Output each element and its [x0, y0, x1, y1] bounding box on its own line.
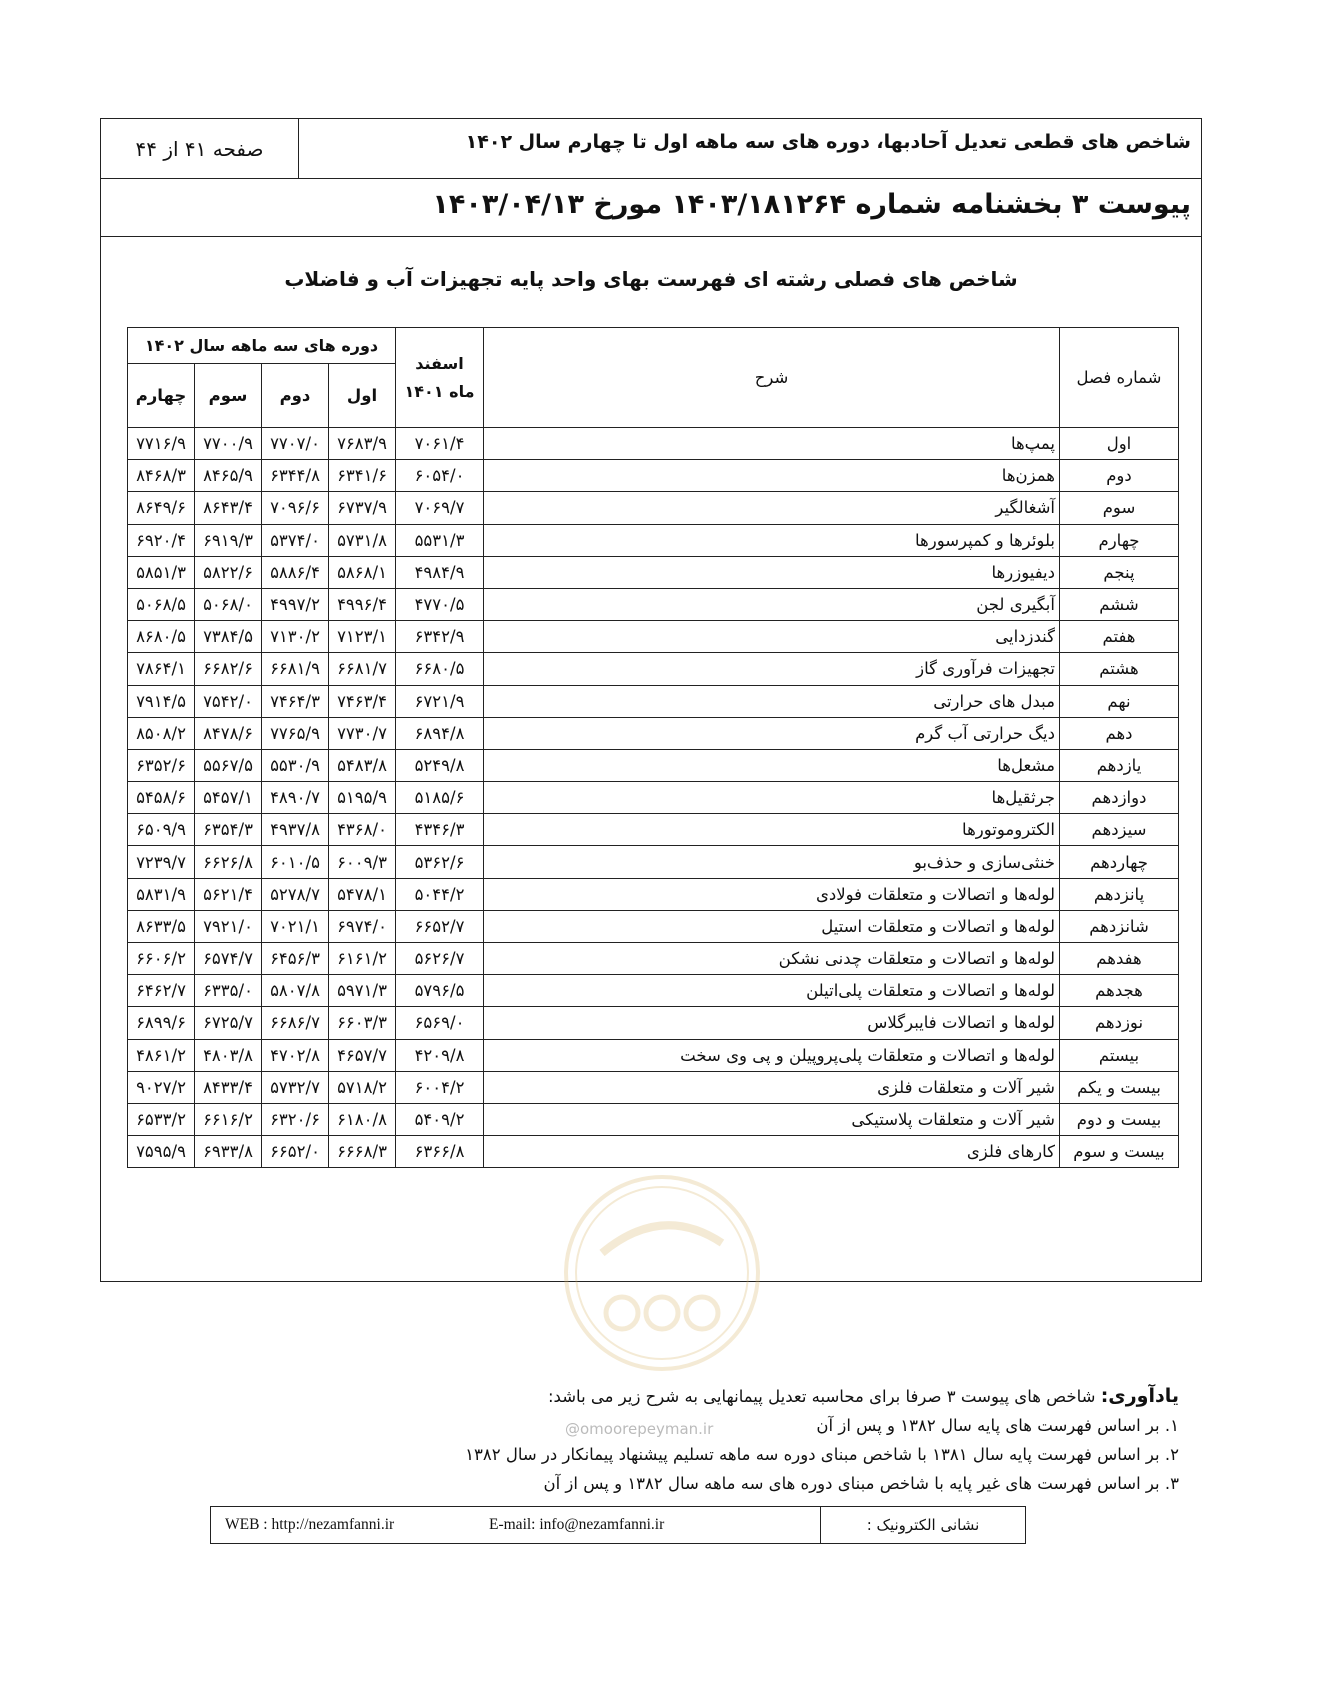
table-row	[128, 524, 1179, 556]
q4-value-cell: ۷۹۱۴/۵	[128, 685, 195, 717]
footer-label: نشانی الکترونیک :	[820, 1507, 1025, 1543]
table-row	[128, 1071, 1179, 1103]
q4-value-cell: ۶۳۵۲/۶	[128, 749, 195, 781]
description-cell: همزن‌ها	[484, 460, 1060, 492]
table-row	[128, 428, 1179, 460]
q3-value-cell: ۸۶۴۳/۴	[195, 492, 262, 524]
q3-value-cell: ۶۶۱۶/۲	[195, 1103, 262, 1135]
q1-value-cell: ۶۳۴۱/۶	[329, 460, 396, 492]
q1-value-cell: ۴۶۵۷/۷	[329, 1039, 396, 1071]
q4-value-cell: ۷۷۱۶/۹	[128, 428, 195, 460]
note-item-2: ۲. بر اساس فهرست پایه سال ۱۳۸۱ با شاخص مبنای دوره سه ماهه تسلیم پیشنهاد پیمانکار در سال ۱۳۸۲	[465, 1445, 1179, 1464]
q1-value-cell: ۶۶۰۳/۳	[329, 1007, 396, 1039]
watermark-site: @omoorepeyman.ir	[565, 1420, 714, 1438]
q2-value-cell: ۴۹۹۷/۲	[262, 588, 329, 620]
table-row	[128, 814, 1179, 846]
page-number: صفحه ۴۱ از ۴۴	[101, 119, 299, 178]
circular-subtitle: پیوست ۳ بخشنامه شماره ۱۴۰۳/۱۸۱۲۶۴ مورخ ۱۴۰۳/۰۴/۱۳	[432, 189, 1191, 220]
q4-value-cell: ۹۰۲۷/۲	[128, 1071, 195, 1103]
q3-value-cell: ۶۹۳۳/۸	[195, 1136, 262, 1168]
q4-value-cell: ۵۴۵۸/۶	[128, 782, 195, 814]
q1-value-cell: ۴۳۶۸/۰	[329, 814, 396, 846]
description-cell: مبدل های حرارتی	[484, 685, 1060, 717]
chapter-cell: نهم	[1060, 685, 1179, 717]
q3-value-cell: ۸۴۶۵/۹	[195, 460, 262, 492]
q1-value-cell: ۵۷۱۸/۲	[329, 1071, 396, 1103]
notes	[465, 1382, 1179, 1498]
q2-value-cell: ۴۷۰۲/۸	[262, 1039, 329, 1071]
description-cell: الکتروموتورها	[484, 814, 1060, 846]
q4-value-cell: ۵۰۶۸/۵	[128, 588, 195, 620]
q2-value-cell: ۵۷۳۲/۷	[262, 1071, 329, 1103]
q2-value-cell: ۵۸۰۷/۸	[262, 975, 329, 1007]
q4-value-cell: ۶۶۰۶/۲	[128, 943, 195, 975]
description-cell: گندزدایی	[484, 621, 1060, 653]
q1-value-cell: ۵۷۳۱/۸	[329, 524, 396, 556]
header-q3: سوم	[195, 364, 262, 428]
base-value-cell: ۴۲۰۹/۸	[396, 1039, 484, 1071]
page-frame	[100, 118, 1202, 1282]
base-value-cell: ۶۶۸۰/۵	[396, 653, 484, 685]
header-desc: شرح	[484, 328, 1060, 428]
q2-value-cell: ۵۸۸۶/۴	[262, 556, 329, 588]
chapter-cell: یازدهم	[1060, 749, 1179, 781]
q4-value-cell: ۶۸۹۹/۶	[128, 1007, 195, 1039]
description-cell: دیگ حرارتی آب گرم	[484, 717, 1060, 749]
q2-value-cell: ۶۴۵۶/۳	[262, 943, 329, 975]
base-value-cell: ۴۷۷۰/۵	[396, 588, 484, 620]
chapter-cell: ششم	[1060, 588, 1179, 620]
header-chapter: شماره فصل	[1060, 328, 1179, 428]
q4-value-cell: ۵۸۵۱/۳	[128, 556, 195, 588]
chapter-cell: دوم	[1060, 460, 1179, 492]
description-cell: لوله‌ها و اتصالات و متعلقات پلی‌اتیلن	[484, 975, 1060, 1007]
q1-value-cell: ۵۱۹۵/۹	[329, 782, 396, 814]
q1-value-cell: ۶۹۷۴/۰	[329, 910, 396, 942]
base-value-cell: ۴۹۸۴/۹	[396, 556, 484, 588]
description-cell: خنثی‌سازی و حذف‌بو	[484, 846, 1060, 878]
q3-value-cell: ۸۴۳۳/۴	[195, 1071, 262, 1103]
description-cell: جرثقیل‌ها	[484, 782, 1060, 814]
chapter-cell: هفتم	[1060, 621, 1179, 653]
q3-value-cell: ۵۰۶۸/۰	[195, 588, 262, 620]
table-row	[128, 846, 1179, 878]
q1-value-cell: ۶۷۳۷/۹	[329, 492, 396, 524]
q1-value-cell: ۶۱۸۰/۸	[329, 1103, 396, 1135]
q2-value-cell: ۷۱۳۰/۲	[262, 621, 329, 653]
q2-value-cell: ۷۴۶۴/۳	[262, 685, 329, 717]
table-row	[128, 685, 1179, 717]
base-value-cell: ۶۶۵۲/۷	[396, 910, 484, 942]
q2-value-cell: ۶۳۲۰/۶	[262, 1103, 329, 1135]
q1-value-cell: ۵۹۷۱/۳	[329, 975, 396, 1007]
description-cell: لوله‌ها و اتصالات و متعلقات چدنی نشکن	[484, 943, 1060, 975]
q1-value-cell: ۷۴۶۳/۴	[329, 685, 396, 717]
table-row	[128, 749, 1179, 781]
q1-value-cell: ۶۶۸۱/۷	[329, 653, 396, 685]
table-row	[128, 910, 1179, 942]
base-value-cell: ۷۰۶۹/۷	[396, 492, 484, 524]
q4-value-cell: ۷۸۶۴/۱	[128, 653, 195, 685]
subtitle-row	[101, 179, 1201, 237]
notes-lead: یادآوری:	[1100, 1385, 1179, 1407]
q3-value-cell: ۴۸۰۳/۸	[195, 1039, 262, 1071]
base-value-cell: ۵۱۸۵/۶	[396, 782, 484, 814]
chapter-cell: هفدهم	[1060, 943, 1179, 975]
q3-value-cell: ۶۶۲۶/۸	[195, 846, 262, 878]
description-cell: شیر آلات و متعلقات فلزی	[484, 1071, 1060, 1103]
q4-value-cell: ۷۲۳۹/۷	[128, 846, 195, 878]
q2-value-cell: ۶۶۸۶/۷	[262, 1007, 329, 1039]
notes-intro: شاخص های پیوست ۳ صرفا برای محاسبه تعدیل پیمانهایی به شرح زیر می باشد:	[548, 1387, 1096, 1406]
description-cell: لوله‌ها و اتصالات و متعلقات پلی‌پروپیلن و پی وی سخت	[484, 1039, 1060, 1071]
chapter-cell: بیستم	[1060, 1039, 1179, 1071]
q3-value-cell: ۵۶۲۱/۴	[195, 878, 262, 910]
table-row	[128, 717, 1179, 749]
base-value-cell: ۶۰۵۴/۰	[396, 460, 484, 492]
q1-value-cell: ۷۷۳۰/۷	[329, 717, 396, 749]
base-value-cell: ۶۳۴۲/۹	[396, 621, 484, 653]
footer-box	[210, 1506, 1026, 1544]
base-value-cell: ۵۷۹۶/۵	[396, 975, 484, 1007]
note-item-3: ۳. بر اساس فهرست های غیر پایه با شاخص مبنای دوره های سه ماهه سال ۱۳۸۲ و پس از آن	[543, 1474, 1179, 1493]
chapter-cell: دوازدهم	[1060, 782, 1179, 814]
base-value-cell: ۶۷۲۱/۹	[396, 685, 484, 717]
chapter-cell: دهم	[1060, 717, 1179, 749]
header-row	[101, 119, 1201, 179]
q3-value-cell: ۷۳۸۴/۵	[195, 621, 262, 653]
q3-value-cell: ۶۳۵۴/۳	[195, 814, 262, 846]
q4-value-cell: ۸۵۰۸/۲	[128, 717, 195, 749]
header-q4: چهارم	[128, 364, 195, 428]
chapter-cell: بیست و دوم	[1060, 1103, 1179, 1135]
description-cell: مشعل‌ها	[484, 749, 1060, 781]
section-title: شاخص های فصلی رشته ای فهرست بهای واحد پایه تجهیزات آب و فاضلاب	[284, 267, 1018, 291]
q3-value-cell: ۷۵۴۲/۰	[195, 685, 262, 717]
q4-value-cell: ۸۶۳۳/۵	[128, 910, 195, 942]
base-value-cell: ۵۲۴۹/۸	[396, 749, 484, 781]
footer-web[interactable]: WEB : http://nezamfanni.ir	[225, 1516, 395, 1533]
q2-value-cell: ۷۰۹۶/۶	[262, 492, 329, 524]
header-q1: اول	[329, 364, 396, 428]
chapter-cell: بیست و یکم	[1060, 1071, 1179, 1103]
q3-value-cell: ۷۹۲۱/۰	[195, 910, 262, 942]
q1-value-cell: ۴۹۹۶/۴	[329, 588, 396, 620]
chapter-cell: سوم	[1060, 492, 1179, 524]
q2-value-cell: ۶۶۸۱/۹	[262, 653, 329, 685]
q3-value-cell: ۸۴۷۸/۶	[195, 717, 262, 749]
description-cell: لوله‌ها و اتصالات و متعلقات استیل	[484, 910, 1060, 942]
base-value-cell: ۵۶۲۶/۷	[396, 943, 484, 975]
base-value-cell: ۶۸۹۴/۸	[396, 717, 484, 749]
q2-value-cell: ۵۵۳۰/۹	[262, 749, 329, 781]
base-value-cell: ۵۴۰۹/۲	[396, 1103, 484, 1135]
q1-value-cell: ۵۸۶۸/۱	[329, 556, 396, 588]
description-cell: تجهیزات فرآوری گاز	[484, 653, 1060, 685]
table-row	[128, 556, 1179, 588]
table-row	[128, 492, 1179, 524]
q4-value-cell: ۸۴۶۸/۳	[128, 460, 195, 492]
q2-value-cell: ۶۰۱۰/۵	[262, 846, 329, 878]
chapter-cell: نوزدهم	[1060, 1007, 1179, 1039]
q2-value-cell: ۷۷۶۵/۹	[262, 717, 329, 749]
description-cell: کارهای فلزی	[484, 1136, 1060, 1168]
q2-value-cell: ۴۹۳۷/۸	[262, 814, 329, 846]
header-q2: دوم	[262, 364, 329, 428]
q2-value-cell: ۵۳۷۴/۰	[262, 524, 329, 556]
q3-value-cell: ۶۵۷۴/۷	[195, 943, 262, 975]
q4-value-cell: ۸۶۸۰/۵	[128, 621, 195, 653]
q3-value-cell: ۶۶۸۲/۶	[195, 653, 262, 685]
table-row	[128, 1007, 1179, 1039]
table-row	[128, 460, 1179, 492]
description-cell: لوله‌ها و اتصالات و متعلقات فولادی	[484, 878, 1060, 910]
chapter-cell: پانزدهم	[1060, 878, 1179, 910]
header-periods: دوره های سه ماهه سال ۱۴۰۲	[128, 328, 396, 364]
base-value-cell: ۵۳۶۲/۶	[396, 846, 484, 878]
q1-value-cell: ۵۴۸۳/۸	[329, 749, 396, 781]
footer-email[interactable]: E-mail: info@nezamfanni.ir	[489, 1516, 665, 1533]
chapter-cell: بیست و سوم	[1060, 1136, 1179, 1168]
q3-value-cell: ۷۷۰۰/۹	[195, 428, 262, 460]
q2-value-cell: ۴۸۹۰/۷	[262, 782, 329, 814]
table-row	[128, 653, 1179, 685]
q4-value-cell: ۶۵۰۹/۹	[128, 814, 195, 846]
chapter-cell: چهارم	[1060, 524, 1179, 556]
q3-value-cell: ۵۸۲۲/۶	[195, 556, 262, 588]
description-cell: شیر آلات و متعلقات پلاستیکی	[484, 1103, 1060, 1135]
q3-value-cell: ۵۵۶۷/۵	[195, 749, 262, 781]
note-item-1: ۱. بر اساس فهرست های پایه سال ۱۳۸۲ و پس از آن	[816, 1416, 1179, 1435]
description-cell: دیفیوزرها	[484, 556, 1060, 588]
q3-value-cell: ۵۴۵۷/۱	[195, 782, 262, 814]
table-row	[128, 1039, 1179, 1071]
table-row	[128, 1136, 1179, 1168]
q4-value-cell: ۶۴۶۲/۷	[128, 975, 195, 1007]
q2-value-cell: ۶۳۴۴/۸	[262, 460, 329, 492]
chapter-cell: هجدهم	[1060, 975, 1179, 1007]
description-cell: بلوئرها و کمپرسورها	[484, 524, 1060, 556]
table-row	[128, 588, 1179, 620]
chapter-cell: هشتم	[1060, 653, 1179, 685]
chapter-cell: شانزدهم	[1060, 910, 1179, 942]
table-row	[128, 943, 1179, 975]
base-value-cell: ۵۵۳۱/۳	[396, 524, 484, 556]
q4-value-cell: ۵۸۳۱/۹	[128, 878, 195, 910]
q1-value-cell: ۷۶۸۳/۹	[329, 428, 396, 460]
q1-value-cell: ۶۰۰۹/۳	[329, 846, 396, 878]
table-row	[128, 975, 1179, 1007]
q2-value-cell: ۷۷۰۷/۰	[262, 428, 329, 460]
q4-value-cell: ۶۵۳۳/۲	[128, 1103, 195, 1135]
index-table	[127, 327, 1179, 1168]
base-value-cell: ۶۵۶۹/۰	[396, 1007, 484, 1039]
q1-value-cell: ۶۶۶۸/۳	[329, 1136, 396, 1168]
q4-value-cell: ۴۸۶۱/۲	[128, 1039, 195, 1071]
q2-value-cell: ۷۰۲۱/۱	[262, 910, 329, 942]
table-row	[128, 782, 1179, 814]
base-value-cell: ۵۰۴۴/۲	[396, 878, 484, 910]
q4-value-cell: ۸۶۴۹/۶	[128, 492, 195, 524]
q3-value-cell: ۶۹۱۹/۳	[195, 524, 262, 556]
q1-value-cell: ۷۱۲۳/۱	[329, 621, 396, 653]
chapter-cell: سیزدهم	[1060, 814, 1179, 846]
chapter-cell: چهاردهم	[1060, 846, 1179, 878]
q2-value-cell: ۵۲۷۸/۷	[262, 878, 329, 910]
description-cell: پمپ‌ها	[484, 428, 1060, 460]
base-value-cell: ۷۰۶۱/۴	[396, 428, 484, 460]
header-title: شاخص های قطعی تعدیل آحادبها، دوره های سه ماهه اول تا چهارم سال ۱۴۰۲	[465, 131, 1191, 153]
table-row	[128, 878, 1179, 910]
q1-value-cell: ۵۴۷۸/۱	[329, 878, 396, 910]
description-cell: لوله‌ها و اتصالات فایبرگلاس	[484, 1007, 1060, 1039]
q3-value-cell: ۶۳۳۵/۰	[195, 975, 262, 1007]
base-value-cell: ۶۰۰۴/۲	[396, 1071, 484, 1103]
base-value-cell: ۶۳۶۶/۸	[396, 1136, 484, 1168]
chapter-cell: پنجم	[1060, 556, 1179, 588]
base-value-cell: ۴۳۴۶/۳	[396, 814, 484, 846]
description-cell: آبگیری لجن	[484, 588, 1060, 620]
table-row	[128, 621, 1179, 653]
description-cell: آشغالگیر	[484, 492, 1060, 524]
q2-value-cell: ۶۶۵۲/۰	[262, 1136, 329, 1168]
q1-value-cell: ۶۱۶۱/۲	[329, 943, 396, 975]
watermark-logo	[562, 1173, 762, 1373]
header-base: اسفند ماه ۱۴۰۱	[396, 328, 484, 428]
chapter-cell: اول	[1060, 428, 1179, 460]
q4-value-cell: ۷۵۹۵/۹	[128, 1136, 195, 1168]
table-row	[128, 1103, 1179, 1135]
q4-value-cell: ۶۹۲۰/۴	[128, 524, 195, 556]
q3-value-cell: ۶۷۲۵/۷	[195, 1007, 262, 1039]
